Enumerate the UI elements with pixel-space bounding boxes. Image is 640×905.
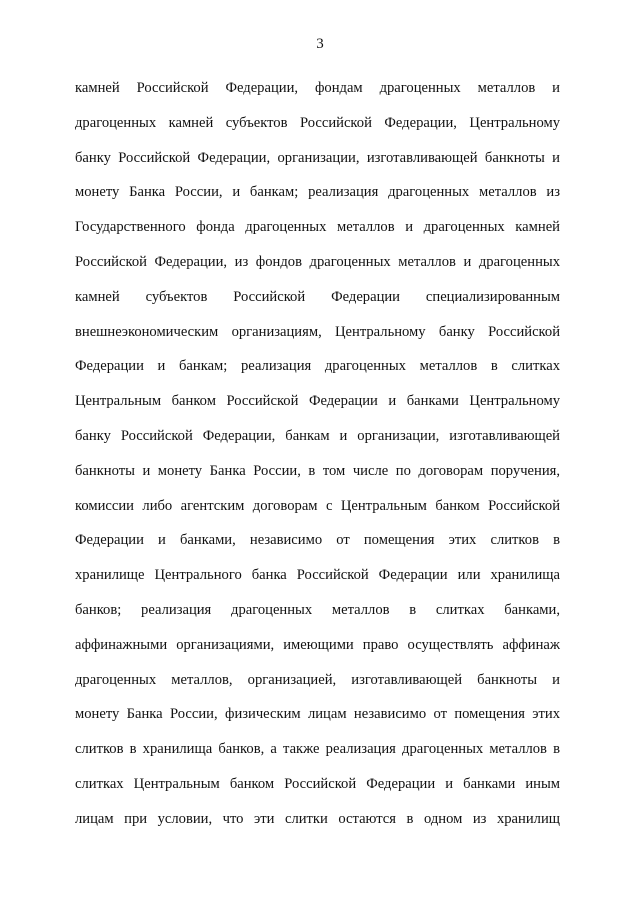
text-line: камней Российской Федерации, фондам драгоценных металлов и bbox=[75, 80, 560, 96]
page-number: 3 bbox=[316, 36, 324, 52]
text-line: банку Российской Федерации, банкам и организации, изготавливающей bbox=[75, 427, 560, 444]
text-line: банку Российской Федерации, организации, изготавливающей банкноты и bbox=[75, 149, 560, 166]
text-line: Федерации и банками, независимо от помещения этих слитков в bbox=[75, 532, 560, 549]
text-line: драгоценных камней субъектов Российской Федерации, Центральному bbox=[75, 114, 560, 131]
text-line: монету Банка России, и банкам; реализация драгоценных металлов из bbox=[75, 184, 560, 201]
text-line: Государственного фонда драгоценных металлов и драгоценных камней bbox=[75, 219, 560, 236]
text-line: монету Банка России, физическим лицам независимо от помещения этих bbox=[75, 706, 560, 723]
text-line: банкноты и монету Банка России, в том числе по договорам поручения, bbox=[75, 462, 560, 479]
text-line: драгоценных металлов, организацией, изготавливающей банкноты и bbox=[75, 671, 560, 688]
text-line: Центральным банком Российской Федерации и банками Центральному bbox=[75, 393, 560, 410]
text-line: хранилище Центрального банка Российской Федерации или хранилища bbox=[75, 567, 560, 584]
text-line: комиссии либо агентским договорам с Центральным банком Российской bbox=[75, 497, 560, 514]
text-line: банков; реализация драгоценных металлов в слитках банками, bbox=[75, 601, 560, 618]
text-line: Российской Федерации, из фондов драгоценных металлов и драгоценных bbox=[75, 253, 560, 270]
text-line: слитках Центральным банком Российской Федерации и банками иным bbox=[75, 775, 560, 792]
text-line: аффинажными организациями, имеющими право осуществлять аффинаж bbox=[75, 636, 560, 653]
text-line: Федерации и банкам; реализация драгоценных металлов в слитках bbox=[75, 358, 560, 375]
text-line: камней субъектов Российской Федерации специализированным bbox=[75, 288, 560, 305]
text-line: лицам при условии, что эти слитки остаются в одном из хранилищ bbox=[75, 810, 560, 827]
text-line: слитков в хранилища банков, а также реализация драгоценных металлов в bbox=[75, 741, 560, 758]
text-line: внешнеэкономическим организациям, Центральному банку Российской bbox=[75, 323, 560, 340]
body-text bbox=[75, 78, 560, 844]
